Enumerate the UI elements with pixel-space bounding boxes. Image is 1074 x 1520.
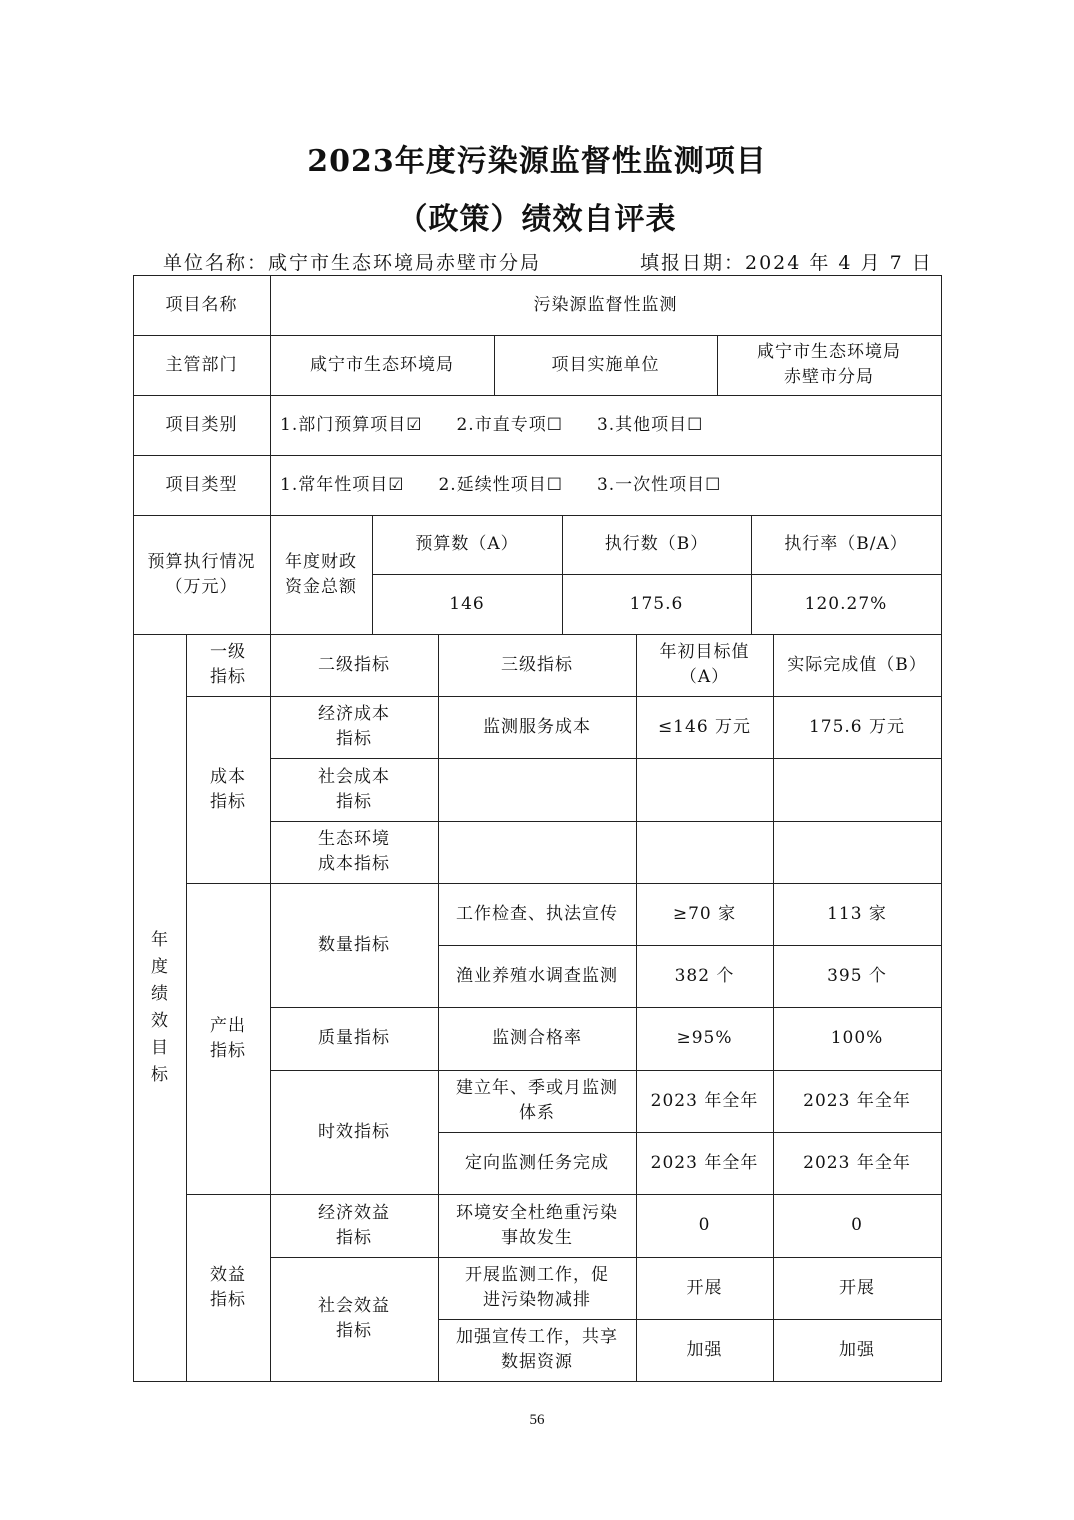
table-cell: 2023 年全年	[650, 1152, 759, 1173]
budget-sub-label: 年度财政 资金总额	[285, 551, 357, 597]
category-option-other: 3.其他项目☐	[596, 414, 704, 435]
category-options	[270, 395, 941, 455]
table-cell: 定向监测任务完成	[465, 1152, 609, 1173]
type-option-recurring: 1.常年性项目☑	[280, 474, 405, 495]
budget-label: 预算执行情况 （万元）	[147, 551, 256, 597]
table-border-right	[941, 275, 942, 1381]
table-cell: 2023 年全年	[803, 1152, 911, 1173]
fill-date: 填报日期：2024 年 4 月 7 日	[640, 252, 933, 274]
table-cell: 2023 年全年	[650, 1090, 759, 1111]
dept-label: 主管部门	[165, 354, 238, 375]
perf-header-level3: 三级指标	[501, 654, 573, 675]
impl-value: 咸宁市生态环境局 赤壁市分局	[757, 342, 901, 387]
table-cell: 100%	[830, 1028, 884, 1048]
table-cell: ≥95%	[676, 1028, 733, 1048]
table-cell: 加强	[686, 1339, 723, 1360]
table-cell: 经济成本 指标	[318, 704, 390, 749]
table-cell	[636, 758, 773, 821]
type-option-one-time: 3.一次性项目☐	[596, 474, 722, 495]
econ-benefit-label: 经济效益 指标	[318, 1202, 390, 1248]
table-cell: 382 个	[674, 965, 735, 986]
type-option-continuing: 2.延续性项目☐	[438, 474, 563, 495]
table-cell: 0	[851, 1215, 863, 1235]
social-benefit-label: 社会效益 指标	[318, 1296, 390, 1341]
perf-header-actual: 实际完成值（B）	[787, 654, 927, 675]
table-cell: 监测服务成本	[483, 716, 591, 737]
perf-header-level1: 一级 指标	[210, 642, 246, 687]
table-cell: 建立年、季或月监测 体系	[456, 1078, 618, 1123]
table-cell	[438, 821, 636, 883]
table-cell: ≥70 家	[672, 903, 737, 924]
table-cell: 0	[698, 1215, 711, 1235]
benefit-indicator-label: 效益 指标	[210, 1264, 246, 1310]
quantity-indicator-label: 数量指标	[318, 934, 390, 955]
output-indicator-label: 产出 指标	[210, 1015, 246, 1061]
perf-side-label: 年 度 绩 效 目 标	[151, 929, 168, 1085]
table-cell: 加强宣传工作，共享 数据资源	[456, 1327, 618, 1372]
project-name-value: 污染源监督性监测	[533, 294, 678, 315]
budget-header-rate: 执行率（B/A）	[784, 534, 908, 554]
table-cell: 2023 年全年	[803, 1090, 911, 1111]
table-cell: 加强	[839, 1339, 875, 1360]
category-option-city-special: 2.市直专项☐	[456, 414, 563, 435]
budget-value-planned: 146	[449, 593, 485, 614]
table-cell	[773, 821, 941, 883]
table-cell: 开展	[686, 1277, 723, 1298]
table-cell: 开展	[839, 1277, 875, 1298]
table-cell: 113 家	[827, 903, 887, 924]
doc-title-line2: （政策）绩效自评表	[397, 202, 677, 237]
table-cell: 社会成本 指标	[318, 766, 390, 812]
perf-header-level2: 二级指标	[318, 654, 390, 675]
budget-value-executed: 175.6	[629, 593, 684, 614]
page-number: 56	[529, 1412, 545, 1428]
table-cell: 175.6 万元	[808, 716, 906, 737]
category-label: 项目类别	[165, 414, 238, 435]
table-cell: 环境安全杜绝重污染 事故发生	[456, 1202, 618, 1248]
table-cell	[636, 821, 773, 883]
type-label: 项目类型	[165, 474, 238, 495]
table-cell	[438, 758, 636, 821]
type-options	[270, 455, 941, 515]
table-cell: 工作检查、执法宣传	[456, 903, 618, 924]
doc-title-line1: 2023年度污染源监督性监测项目	[307, 144, 767, 179]
table-border-bottom	[133, 1381, 942, 1382]
budget-header-planned: 预算数（A）	[415, 534, 519, 554]
table-cell: 395 个	[827, 965, 887, 986]
table-cell: 生态环境 成本指标	[318, 829, 390, 874]
time-indicator-label: 时效指标	[318, 1121, 390, 1142]
impl-label: 项目实施单位	[551, 354, 660, 375]
table-cell: 开展监测工作，促 进污染物减排	[465, 1265, 609, 1310]
table-cell: ≤146 万元	[657, 716, 752, 737]
cost-indicator-label: 成本 指标	[210, 766, 246, 812]
unit-name: 单位名称：咸宁市生态环境局赤壁市分局	[163, 252, 542, 274]
table-cell: 监测合格率	[492, 1028, 582, 1048]
table-cell: 渔业养殖水调查监测	[456, 965, 618, 986]
quality-indicator-label: 质量指标	[318, 1028, 390, 1048]
dept-value: 咸宁市生态环境局	[310, 354, 454, 375]
perf-header-target: 年初目标值 （A）	[659, 642, 750, 687]
project-name-label: 项目名称	[165, 294, 238, 315]
table-cell	[773, 758, 941, 821]
category-option-dept-budget: 1.部门预算项目☑	[280, 414, 423, 435]
budget-header-executed: 执行数（B）	[604, 534, 709, 554]
budget-value-rate: 120.27%	[804, 593, 888, 614]
